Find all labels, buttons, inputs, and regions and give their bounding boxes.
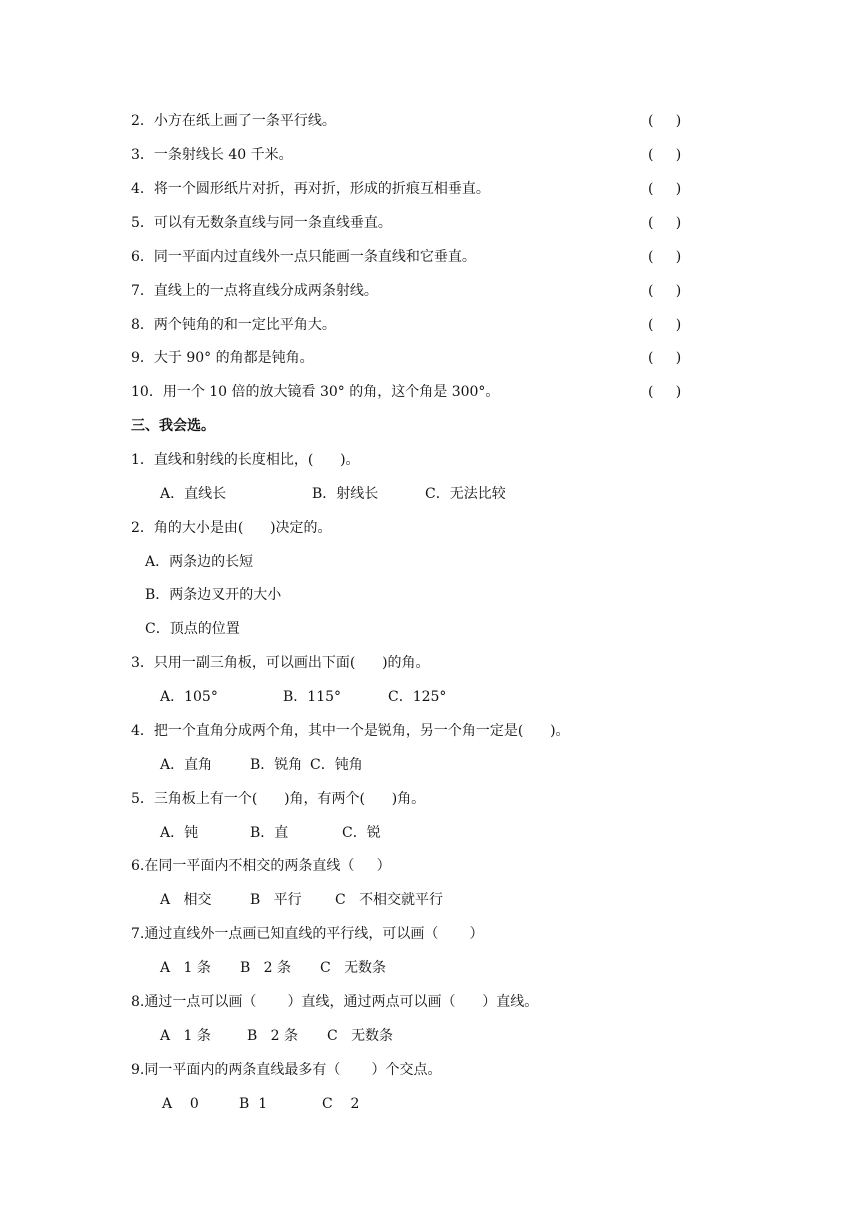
choice-question-7: 7.通过直线外一点画已知直线的平行线，可以画（ ）: [131, 926, 484, 942]
choice-question-9: 9.同一平面内的两条直线最多有（ ）个交点。: [131, 1062, 442, 1078]
option-b: B 平行: [250, 892, 302, 908]
option-b: B．锐角: [250, 757, 303, 773]
answer-paren-2: ( ): [648, 113, 682, 129]
answer-paren-8: ( ): [648, 317, 682, 333]
option-c: C．无法比较: [425, 486, 506, 502]
option-b: B．直: [250, 825, 289, 841]
option-a: A．直角: [160, 757, 213, 773]
answer-paren-3: ( ): [648, 147, 682, 163]
choice-question-8: 8.通过一点可以画（ ）直线，通过两点可以画（ ）直线。: [131, 994, 539, 1010]
option-a: A．两条边的长短: [145, 554, 254, 570]
answer-paren-5: ( ): [648, 215, 682, 231]
judge-item-4: 4．将一个圆形纸片对折，再对折，形成的折痕互相垂直。: [131, 181, 490, 197]
option-c: C 2: [322, 1096, 360, 1112]
choice-question-3: 3．只用一副三角板，可以画出下面( )的角。: [131, 655, 430, 671]
choice-question-4: 4．把一个直角分成两个角，其中一个是锐角，另一个角一定是( )。: [131, 723, 570, 739]
judge-item-3: 3．一条射线长 40 千米。: [131, 147, 293, 163]
option-a: A．直线长: [160, 486, 227, 502]
option-a: A 1 条: [160, 1028, 211, 1044]
option-c: C．锐: [342, 825, 381, 841]
option-b: B 1: [239, 1096, 268, 1112]
judge-item-10: 10．用一个 10 倍的放大镜看 30° 的角，这个角是 300°。: [131, 384, 500, 400]
option-b: B．射线长: [312, 486, 379, 502]
option-a: A 相交: [160, 892, 212, 908]
judge-item-9: 9．大于 90° 的角都是钝角。: [131, 350, 314, 366]
answer-paren-10: ( ): [648, 384, 682, 400]
option-c: C 不相交就平行: [335, 892, 444, 908]
option-c: C．钝角: [310, 757, 363, 773]
choice-question-1: 1．直线和射线的长度相比，( )。: [131, 452, 360, 468]
judge-item-2: 2．小方在纸上画了一条平行线。: [131, 113, 336, 129]
answer-paren-7: ( ): [648, 283, 682, 299]
option-c: C 无数条: [327, 1028, 394, 1044]
option-b: B 2 条: [247, 1028, 298, 1044]
option-b: B．两条边叉开的大小: [145, 587, 282, 603]
answer-paren-4: ( ): [648, 181, 682, 197]
judge-item-6: 6．同一平面内过直线外一点只能画一条直线和它垂直。: [131, 249, 476, 265]
judge-item-5: 5．可以有无数条直线与同一条直线垂直。: [131, 215, 392, 231]
option-a: A 0: [162, 1096, 199, 1112]
section-heading: 三、我会选。: [131, 418, 215, 434]
option-c: C．顶点的位置: [145, 621, 240, 637]
option-c: C 无数条: [320, 960, 387, 976]
option-c: C．125°: [388, 689, 447, 705]
answer-paren-9: ( ): [648, 350, 682, 366]
choice-question-6: 6.在同一平面内不相交的两条直线（ ）: [131, 858, 391, 874]
judge-item-8: 8．两个钝角的和一定比平角大。: [131, 317, 336, 333]
choice-question-5: 5．三角板上有一个( )角，有两个( )角。: [131, 791, 426, 807]
option-a: A．钝: [160, 825, 199, 841]
answer-paren-6: ( ): [648, 249, 682, 265]
option-a: A．105°: [160, 689, 218, 705]
option-b: B 2 条: [240, 960, 291, 976]
judge-item-7: 7．直线上的一点将直线分成两条射线。: [131, 283, 378, 299]
option-a: A 1 条: [160, 960, 211, 976]
option-b: B．115°: [283, 689, 342, 705]
choice-question-2: 2．角的大小是由( )决定的。: [131, 520, 332, 536]
